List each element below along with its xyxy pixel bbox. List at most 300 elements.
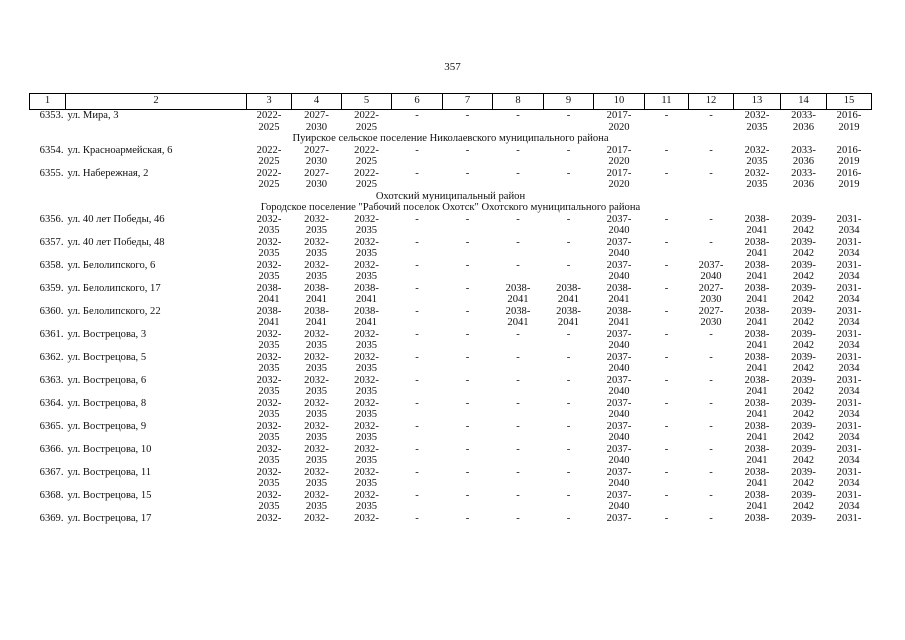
period-cell	[443, 352, 493, 375]
period-cell	[292, 260, 342, 283]
column-header: 14	[781, 94, 827, 110]
period-cell	[342, 444, 392, 467]
row-address: ул. Вострецова, 11	[67, 466, 152, 478]
period-start: 2039-	[791, 236, 816, 248]
period-cell	[544, 214, 594, 237]
period-cell	[827, 168, 872, 191]
table-header-row	[30, 94, 872, 110]
period-end: 2035	[305, 248, 328, 259]
period-end	[495, 409, 542, 421]
period-start: -	[516, 259, 520, 271]
period-cell	[443, 398, 493, 421]
period-start: 2038-	[354, 282, 379, 294]
period-cell	[247, 283, 292, 306]
period-start: -	[516, 328, 520, 340]
period-cell	[734, 145, 781, 168]
period-start: 2039-	[791, 305, 816, 317]
period-start: -	[664, 466, 669, 478]
period-start: -	[664, 397, 669, 409]
period-cell	[443, 306, 493, 329]
period-end: 2035	[355, 478, 378, 489]
period-end: 2035	[258, 409, 280, 420]
period-cell	[342, 306, 392, 329]
period-end: 2034	[838, 317, 860, 328]
row-address: ул. Вострецова, 3	[67, 328, 147, 340]
period-start: 2016-	[836, 144, 862, 156]
period-start: -	[566, 167, 571, 179]
period-cell	[292, 352, 342, 375]
period-cell	[443, 329, 493, 352]
period-start: -	[709, 374, 713, 386]
period-end: 2025	[355, 156, 378, 167]
period-end: 2041	[746, 478, 768, 489]
period-start: -	[566, 259, 571, 271]
period-cell	[342, 214, 392, 237]
period-start: 2038-	[505, 282, 531, 294]
period-start: -	[664, 110, 669, 121]
period-cell	[443, 237, 493, 260]
period-end	[546, 248, 592, 260]
row-address: ул. Вострецова, 10	[67, 443, 152, 455]
period-cell	[247, 398, 292, 421]
period-start: -	[516, 397, 520, 409]
row-number: 6364.	[39, 397, 64, 409]
period-cell	[645, 352, 689, 375]
period-cell	[493, 214, 544, 237]
period-cell	[781, 398, 827, 421]
period-start: -	[664, 305, 669, 317]
period-cell	[827, 375, 872, 398]
period-cell	[689, 214, 734, 237]
period-cell	[247, 421, 292, 444]
period-end: 2041	[746, 340, 768, 351]
period-start: 2027-	[698, 305, 724, 317]
period-end: 2035	[355, 363, 378, 374]
period-cell	[544, 375, 594, 398]
period-end: 2042	[792, 363, 815, 374]
period-cell	[392, 110, 443, 134]
period-cell	[247, 237, 292, 260]
period-start: 2031-	[836, 236, 862, 248]
period-cell	[342, 329, 392, 352]
period-end: 2035	[258, 248, 280, 259]
period-start: -	[664, 512, 669, 524]
table-row	[30, 398, 872, 421]
period-cell	[493, 375, 544, 398]
period-end	[546, 122, 592, 134]
period-cell	[247, 214, 292, 237]
period-start: -	[465, 420, 470, 432]
period-end	[495, 455, 542, 467]
section-heading-row	[30, 133, 872, 145]
period-start: 2037-	[606, 512, 632, 524]
row-number: 6362.	[39, 351, 64, 363]
period-cell	[443, 283, 493, 306]
period-cell	[342, 375, 392, 398]
period-cell	[689, 329, 734, 352]
period-cell	[781, 237, 827, 260]
period-cell	[392, 329, 443, 352]
period-cell	[594, 352, 645, 375]
period-end	[495, 524, 542, 536]
period-end: 2041	[746, 363, 768, 374]
period-end	[445, 179, 491, 191]
period-start: -	[516, 489, 520, 501]
period-start: 2032-	[256, 259, 282, 271]
period-end	[546, 478, 592, 490]
period-end: 2041	[746, 294, 768, 305]
table-row	[30, 444, 872, 467]
period-start: 2031-	[836, 328, 862, 340]
period-cell	[594, 260, 645, 283]
period-end: 2041	[746, 317, 768, 328]
period-start: 2039-	[791, 512, 816, 524]
period-end: 2042	[792, 271, 815, 282]
period-cell	[645, 145, 689, 168]
period-start: 2037-	[606, 466, 632, 478]
period-end: 2030	[305, 121, 328, 133]
period-start: -	[415, 512, 419, 524]
period-end	[495, 386, 542, 398]
period-cell	[827, 110, 872, 134]
section-heading-row	[30, 191, 872, 203]
column-header: 2	[66, 94, 247, 110]
period-end: 2034	[838, 386, 860, 397]
period-start: -	[664, 351, 669, 363]
period-start: 2037-	[606, 420, 632, 432]
period-cell	[734, 490, 781, 513]
period-cell	[827, 329, 872, 352]
period-cell	[781, 329, 827, 352]
period-cell	[392, 513, 443, 536]
period-start: 2031-	[836, 512, 862, 524]
period-start: 2032-	[304, 351, 329, 363]
period-cell	[443, 467, 493, 490]
period-cell	[342, 283, 392, 306]
period-end	[783, 524, 825, 536]
period-start: -	[465, 144, 470, 156]
column-header: 11	[645, 94, 689, 110]
table-row	[30, 306, 872, 329]
period-start: -	[566, 374, 571, 386]
period-cell	[493, 110, 544, 134]
period-end	[647, 317, 687, 329]
period-end: 2042	[792, 294, 815, 305]
period-cell	[392, 214, 443, 237]
period-end: 2042	[792, 340, 815, 351]
period-end	[546, 156, 592, 168]
period-start: -	[566, 420, 571, 432]
period-start: -	[465, 213, 470, 225]
period-start: 2032-	[354, 374, 379, 386]
period-cell	[781, 214, 827, 237]
period-cell	[645, 421, 689, 444]
period-end: 2041	[746, 248, 768, 259]
period-start: 2031-	[836, 466, 862, 478]
period-cell	[594, 467, 645, 490]
period-end	[546, 455, 592, 467]
period-cell	[734, 467, 781, 490]
period-cell	[689, 352, 734, 375]
period-start: -	[664, 489, 669, 501]
period-start: -	[415, 167, 419, 179]
period-end	[394, 455, 441, 467]
period-start: -	[465, 374, 470, 386]
period-start: 2032-	[304, 328, 329, 340]
period-end: 2041	[507, 317, 529, 328]
period-start: 2027-	[304, 167, 329, 179]
period-cell	[544, 237, 594, 260]
period-cell	[689, 490, 734, 513]
period-cell	[689, 398, 734, 421]
period-end: 2041	[258, 317, 280, 328]
period-cell	[342, 145, 392, 168]
period-end: 2040	[608, 501, 630, 512]
period-end	[691, 340, 732, 352]
period-cell	[645, 110, 689, 134]
period-end	[445, 225, 491, 237]
period-cell	[493, 237, 544, 260]
period-end	[394, 432, 441, 444]
period-end: 2035	[258, 455, 280, 466]
period-start: 2032-	[256, 351, 282, 363]
period-end: 2041	[305, 294, 328, 305]
period-start: 2032-	[256, 328, 282, 340]
period-cell	[594, 214, 645, 237]
period-cell	[392, 421, 443, 444]
period-end	[445, 294, 491, 306]
period-cell	[292, 168, 342, 191]
period-cell	[342, 421, 392, 444]
period-start: -	[566, 351, 571, 363]
period-end: 2040	[700, 271, 722, 282]
period-cell	[594, 306, 645, 329]
period-start: 2038-	[744, 512, 770, 524]
period-start: -	[465, 328, 470, 340]
period-end	[647, 409, 687, 421]
period-cell	[734, 110, 781, 134]
period-end	[394, 179, 441, 191]
period-end: 2034	[838, 248, 860, 259]
period-end: 2041	[355, 294, 378, 305]
period-end	[546, 340, 592, 352]
period-cell	[689, 283, 734, 306]
period-end: 2042	[792, 225, 815, 236]
period-end: 2025	[258, 156, 280, 167]
row-address: ул. Набережная, 2	[67, 167, 149, 179]
period-cell	[645, 490, 689, 513]
period-start: 2032-	[744, 144, 770, 156]
period-start: 2032-	[256, 374, 282, 386]
period-end: 2036	[792, 179, 815, 190]
period-start: -	[566, 512, 571, 524]
row-address: ул. Вострецова, 5	[67, 351, 147, 363]
period-end: 2036	[792, 156, 815, 167]
period-end	[495, 179, 542, 191]
row-address: ул. Вострецова, 9	[67, 420, 147, 432]
row-number: 6365.	[39, 420, 64, 432]
column-header: 5	[342, 94, 392, 110]
period-start: -	[415, 144, 419, 156]
period-start: -	[415, 305, 419, 317]
row-number: 6354.	[39, 144, 64, 156]
period-cell	[392, 375, 443, 398]
table-row	[30, 375, 872, 398]
period-end: 2035	[355, 455, 378, 466]
period-cell	[292, 490, 342, 513]
period-start: -	[664, 443, 669, 455]
period-cell	[392, 306, 443, 329]
period-cell	[594, 283, 645, 306]
period-end	[394, 156, 441, 168]
period-end: 2030	[700, 317, 722, 328]
period-cell	[292, 145, 342, 168]
period-start: -	[709, 351, 713, 363]
period-cell	[781, 467, 827, 490]
period-cell	[392, 352, 443, 375]
period-end: 2035	[355, 409, 378, 420]
period-end	[647, 179, 687, 191]
period-end	[394, 340, 441, 352]
period-end: 2042	[792, 501, 815, 512]
period-cell	[292, 214, 342, 237]
period-cell	[292, 467, 342, 490]
period-end: 2035	[258, 386, 280, 397]
period-start: 2037-	[606, 259, 632, 271]
period-end	[495, 363, 542, 375]
page-number: 357	[444, 61, 461, 73]
period-start: -	[664, 213, 669, 225]
period-end: 2025	[258, 179, 280, 190]
period-start: 2039-	[791, 489, 816, 501]
column-header: 10	[594, 94, 645, 110]
period-start: -	[465, 466, 470, 478]
period-start: -	[465, 443, 470, 455]
period-cell	[734, 306, 781, 329]
period-start: 2022-	[256, 167, 282, 179]
period-end	[394, 409, 441, 421]
period-start: 2032-	[354, 328, 379, 340]
period-start: 2032-	[354, 420, 379, 432]
period-cell	[781, 513, 827, 536]
period-start: -	[566, 110, 571, 121]
period-end	[445, 363, 491, 375]
period-end: 2042	[792, 409, 815, 420]
period-start: 2016-	[836, 110, 862, 121]
period-cell	[247, 375, 292, 398]
period-cell	[247, 306, 292, 329]
row-address: ул. 40 лет Победы, 48	[67, 236, 165, 248]
period-start: 2032-	[354, 512, 379, 524]
period-cell	[544, 168, 594, 191]
period-start: 2027-	[304, 144, 329, 156]
period-end	[647, 225, 687, 237]
period-end	[691, 409, 732, 421]
period-cell	[544, 513, 594, 536]
period-start: 2027-	[698, 282, 724, 294]
period-end	[736, 524, 779, 536]
period-cell	[443, 214, 493, 237]
period-cell	[645, 467, 689, 490]
period-cell	[544, 283, 594, 306]
period-start: -	[415, 466, 419, 478]
period-end: 2035	[305, 455, 328, 466]
period-end	[546, 386, 592, 398]
period-start: 2031-	[836, 443, 862, 455]
period-cell	[544, 444, 594, 467]
period-end: 2035	[258, 363, 280, 374]
period-cell	[734, 444, 781, 467]
period-start: 2038-	[354, 305, 379, 317]
period-cell	[594, 329, 645, 352]
period-cell	[392, 444, 443, 467]
period-start: -	[516, 374, 520, 386]
period-cell	[645, 283, 689, 306]
period-cell	[827, 237, 872, 260]
period-start: -	[415, 420, 419, 432]
period-cell	[781, 490, 827, 513]
period-start: -	[709, 443, 713, 455]
period-cell	[247, 260, 292, 283]
period-end	[495, 271, 542, 283]
period-cell	[594, 168, 645, 191]
section-heading: Пуирское сельское поселение Николаевского муниципального района	[292, 133, 609, 144]
column-header: 6	[392, 94, 443, 110]
period-end	[445, 524, 491, 536]
row-address: ул. Вострецова, 15	[67, 489, 152, 501]
period-start: 2031-	[836, 305, 862, 317]
period-start: -	[566, 328, 571, 340]
period-start: -	[664, 420, 669, 432]
period-end	[647, 524, 687, 536]
period-start: 2031-	[836, 351, 862, 363]
period-end	[546, 501, 592, 513]
period-cell	[544, 110, 594, 134]
period-start: 2016-	[836, 167, 862, 179]
period-cell	[645, 260, 689, 283]
period-end	[394, 501, 441, 513]
period-cell	[544, 329, 594, 352]
period-end	[394, 524, 441, 536]
period-start: -	[516, 351, 520, 363]
period-end: 2042	[792, 386, 815, 397]
period-end	[445, 432, 491, 444]
period-cell	[443, 421, 493, 444]
period-end: 2035	[305, 340, 328, 351]
period-cell	[544, 352, 594, 375]
period-start: -	[566, 236, 571, 248]
period-end	[647, 478, 687, 490]
period-start: -	[516, 466, 520, 478]
period-end: 2041	[557, 294, 580, 305]
period-cell	[443, 110, 493, 134]
period-end	[445, 156, 491, 168]
period-end: 2035	[355, 386, 378, 397]
table-row	[30, 283, 872, 306]
period-start: 2032-	[304, 397, 329, 409]
period-cell	[342, 168, 392, 191]
table-row	[30, 260, 872, 283]
period-start: 2022-	[354, 110, 379, 121]
row-address: ул. Красноармейская, 6	[67, 144, 173, 156]
period-start: -	[516, 213, 520, 225]
period-end: 2034	[838, 409, 860, 420]
period-cell	[645, 444, 689, 467]
period-end	[596, 524, 643, 536]
period-cell	[645, 306, 689, 329]
column-header: 1	[30, 94, 66, 110]
period-end	[691, 179, 732, 191]
